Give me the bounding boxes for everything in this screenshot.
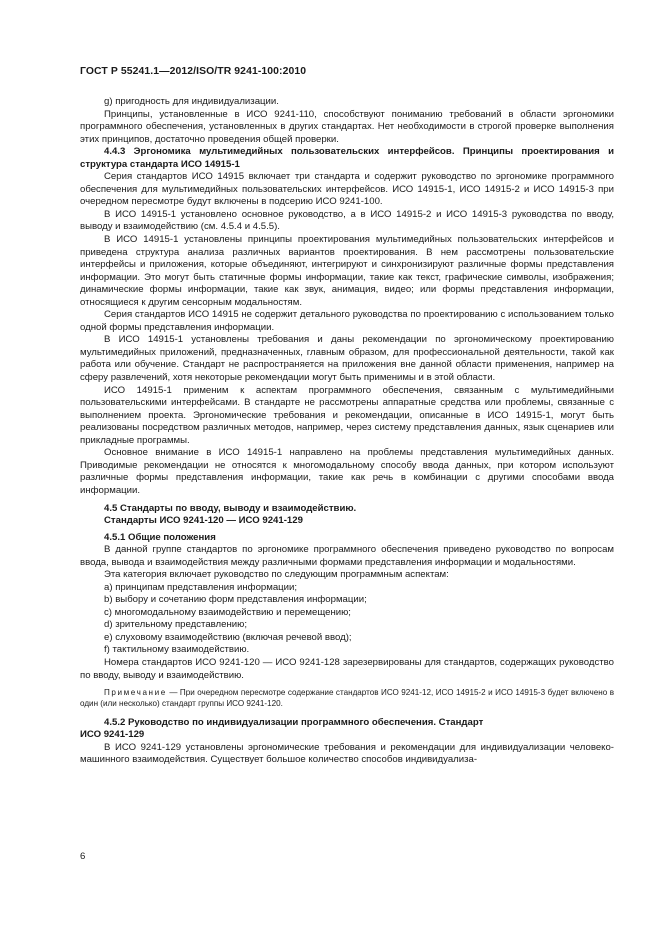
list-item: а) принципам представления информации; xyxy=(104,581,298,593)
section-heading-4-5-2-line2: ИСО 9241-129 xyxy=(80,729,145,741)
paragraph: Основное внимание в ИСО 14915-1 направлено на проблемы представления мультимедийных данных. Приводимые рекомендации не относятся к многомодальному способу ввода данных, при котором используют различные формы представления информации, такие как речь в комбинации с другими способами ввода информации. xyxy=(80,447,614,496)
paragraph: В ИСО 14915-1 установлено основное руководство, а в ИСО 14915-2 и ИСО 14915-3 руководства по вводу, выводу и взаимодействию (см. 4.5.4 и 4.5.5). xyxy=(80,208,614,233)
section-heading-4-5-2 xyxy=(80,717,614,741)
paragraph: ИСО 14915-1 применим к аспектам программного обеспечения, связанным с мультимедийными пользовательскими интерфейсами. В стандарте не рассмотрены аппаратные средства или проблемы, связанные с выполнением проекта. Эргономические требования и рекомендации, описанные в ИСО 14915-1, могут быть реализованы посредством различных методов, например, через систему представления данных, язык сценариев или прикладные программы. xyxy=(80,384,614,446)
note-text: — При очередном пересмотре содержание стандартов ИСО 9241-12, ИСО 14915-2 и ИСО 14915-3 будет включено в один (или несколько) стандарт группы ИСО 9241-120. xyxy=(80,688,614,709)
section-heading-4-5-1: 4.5.1 Общие положения xyxy=(104,531,216,543)
document-header: ГОСТ Р 55241.1—2012/ISO/TR 9241-100:2010 xyxy=(80,66,307,77)
note-label: Примечание xyxy=(104,688,167,698)
section-heading-4-4-3: 4.4.3 Эргономика мультимедийных пользовательских интерфейсов. Принципы проектирования и структура стандарта ИСО 14915-1 xyxy=(80,146,614,170)
list-item: b) выбору и сочетанию форм представления информации; xyxy=(104,594,367,606)
list-item: е) слуховому взаимодействию (включая речевой ввод); xyxy=(104,631,352,643)
document-body xyxy=(80,96,614,767)
paragraph: В ИСО 9241-129 установлены эргономические требования и рекомендации для индивидуализации человеко-машинного взаимодействия. Существует большое количество способов индивидуализа- xyxy=(80,741,614,766)
list-item: c) многомодальному взаимодействию и перемещению; xyxy=(104,606,351,618)
list-item: f) тактильному взаимодействию. xyxy=(104,644,250,656)
paragraph: В данной группе стандартов по эргономике программного обеспечения приведено руководство по вопросам ввода, вывода и взаимодействия между различными формами представления информации и модальностями. xyxy=(80,544,614,568)
section-heading-4-5-2-line1: 4.5.2 Руководство по индивидуализации программного обеспечения. Стандарт xyxy=(104,717,484,729)
paragraph: Принципы, установленные в ИСО 9241-110, способствуют пониманию требований в области эргономики программного обеспечения, установленных в других стандартах. Нет необходимости в строгой проверке выполнения этих принципов, достаточно проведения общей проверки. xyxy=(80,108,614,145)
paragraph: Эта категория включает руководство по следующим программным аспектам: xyxy=(104,569,449,581)
note xyxy=(80,687,614,709)
page-number: 6 xyxy=(80,851,86,862)
section-heading-4-5-line2: Стандарты ИСО 9241-120 — ИСО 9241-129 xyxy=(104,514,303,526)
list-item-g: g) пригодность для индивидуализации. xyxy=(104,96,279,107)
list-item: d) зрительному представлению; xyxy=(104,619,247,631)
section-heading-4-5-line1: 4.5 Стандарты по вводу, выводу и взаимодействию. xyxy=(104,502,357,514)
paragraph: Серия стандартов ИСО 14915 включает три стандарта и содержит руководство по эргономике программного обеспечения для мультимедийных пользовательских интерфейсов. ИСО 14915-1, ИСО 14915-2 и ИСО 14915-3 при очередном пересмотре будут включены в подсерию ИСО 9241-100. xyxy=(80,171,614,208)
section-heading-4-5 xyxy=(80,503,614,527)
paragraph: Номера стандартов ИСО 9241-120 — ИСО 9241-128 зарезервированы для стандартов, содержащих руководство по вводу, выводу и взаимодействию. xyxy=(80,657,614,681)
paragraph: Серия стандартов ИСО 14915 не содержит детального руководства по проектированию с использованием только одной формы представления информации. xyxy=(80,309,614,333)
paragraph: В ИСО 14915-1 установлены требования и даны рекомендации по эргономическому проектированию мультимедийных приложений, предназначенных, главным образом, для профессиональной деятельности, такой как работа или обучение. Стандарт не распространяется на приложения вне данной области применения, например на сферу развлечений, хотя некоторые рекомендации могут быть применимы и в этой области. xyxy=(80,334,614,384)
paragraph: В ИСО 14915-1 установлены принципы проектирования мультимедийных пользовательских интерфейсов и приведена структура анализа различных вариантов проектирования. В нем рассмотрены пользовательские интерфейсы и приложения, которые объединяют, интегрируют и синхронизируют различные формы представления информации. Это могут быть статичные формы информации, такие как текст, графические символы, изображения; динамические формы информации, такие как звук, анимация, видео; или формы представления информации, относящиеся к другим сенсорным модальностям. xyxy=(80,234,614,308)
